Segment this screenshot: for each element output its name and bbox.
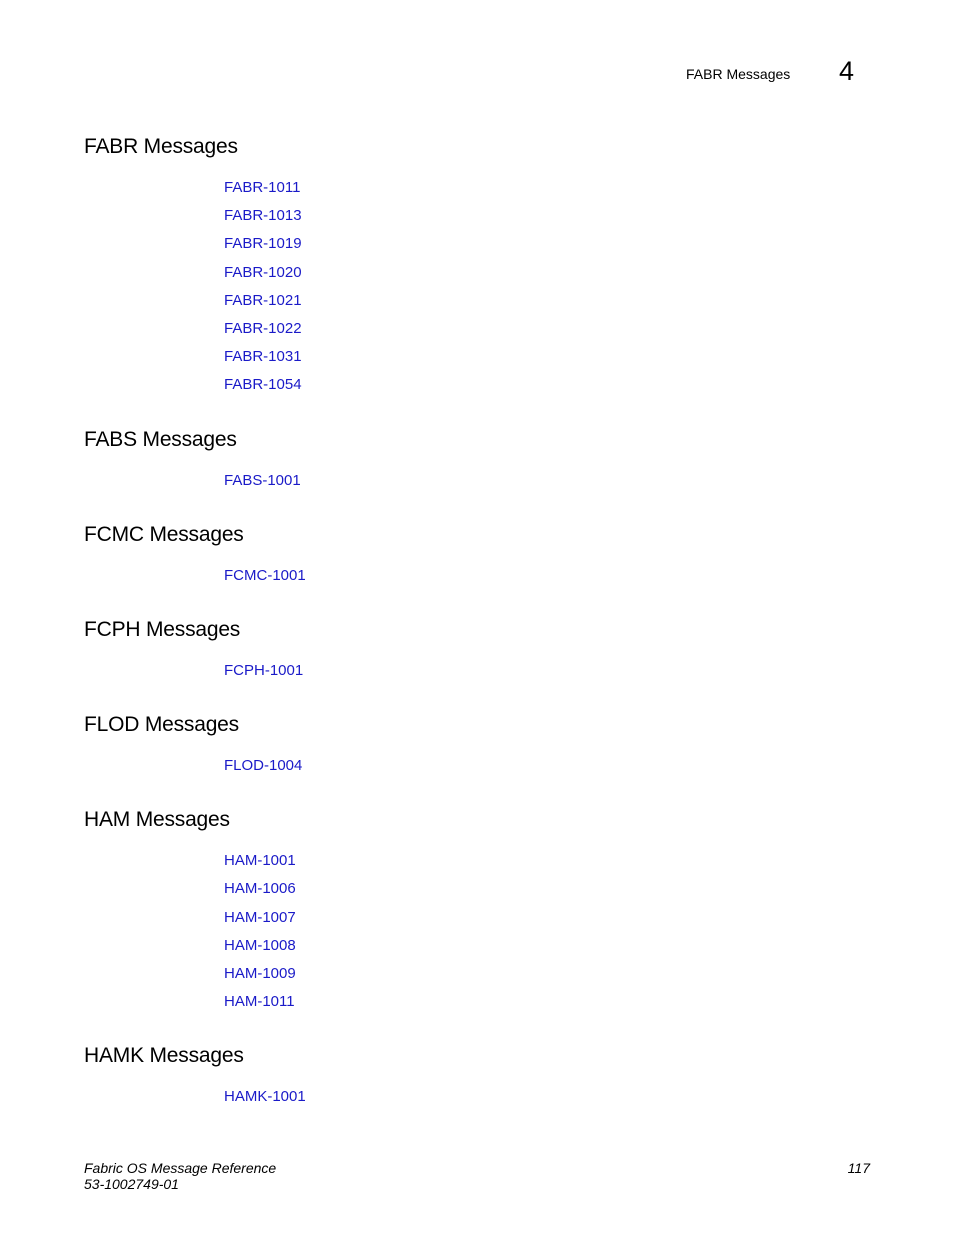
message-link[interactable]: FLOD-1004	[224, 757, 303, 775]
message-link[interactable]: FABR-1031	[224, 348, 302, 366]
message-link[interactable]: HAM-1011	[224, 993, 295, 1011]
message-link[interactable]: HAM-1008	[224, 936, 296, 954]
message-link[interactable]: FCMC-1001	[224, 566, 306, 584]
list-item	[224, 202, 884, 230]
list-item	[224, 315, 884, 343]
section-title: FCMC Messages	[84, 522, 244, 546]
message-link[interactable]: FABR-1013	[224, 207, 302, 225]
section-title: FCPH Messages	[84, 617, 241, 641]
message-link-list	[84, 847, 884, 1016]
chapter-number: 4	[839, 56, 855, 86]
message-section	[84, 521, 884, 590]
message-link[interactable]: FABR-1022	[224, 319, 302, 337]
message-link[interactable]: FABR-1054	[224, 376, 302, 394]
section-title: FABR Messages	[84, 135, 238, 158]
section-title: HAMK Messages	[84, 1044, 244, 1068]
header-section-name: FABR Messages	[686, 66, 791, 82]
message-section	[84, 133, 884, 400]
message-link[interactable]: FABR-1019	[224, 235, 302, 253]
list-item	[224, 847, 884, 875]
list-item	[224, 343, 884, 371]
footer-page-number: 117	[847, 1160, 870, 1176]
footer-doc-title: Fabric OS Message Reference	[84, 1160, 277, 1176]
message-link-list	[84, 1083, 884, 1111]
message-section	[84, 1042, 884, 1111]
message-link[interactable]: FABR-1021	[224, 291, 302, 309]
message-link[interactable]: FABR-1011	[224, 179, 301, 196]
message-index	[84, 133, 884, 1138]
list-item	[224, 960, 884, 988]
list-item	[224, 371, 884, 399]
list-item	[224, 657, 884, 685]
list-item	[224, 1083, 884, 1111]
message-link-list	[84, 752, 884, 780]
message-link[interactable]: HAM-1001	[224, 852, 296, 870]
running-header	[0, 56, 954, 92]
list-item	[224, 562, 884, 590]
message-link-list	[84, 467, 884, 495]
message-link[interactable]: FABS-1001	[224, 471, 301, 489]
footer-doc-number: 53-1002749-01	[84, 1176, 179, 1192]
list-item	[224, 467, 884, 495]
message-section	[84, 426, 884, 495]
message-section	[84, 806, 884, 1016]
message-link[interactable]: FABR-1020	[224, 263, 302, 281]
message-link[interactable]: HAM-1006	[224, 880, 296, 898]
message-link[interactable]: HAM-1007	[224, 908, 296, 926]
message-link-list	[84, 562, 884, 590]
message-link-list	[84, 657, 884, 685]
list-item	[224, 259, 884, 287]
list-item	[224, 932, 884, 960]
message-link[interactable]: HAM-1009	[224, 965, 296, 982]
list-item	[224, 875, 884, 903]
list-item	[224, 752, 884, 780]
list-item	[224, 988, 884, 1016]
page-footer	[84, 1160, 870, 1192]
list-item	[224, 174, 884, 202]
list-item	[224, 230, 884, 258]
message-link-list	[84, 174, 884, 400]
message-section	[84, 616, 884, 685]
section-title: FLOD Messages	[84, 713, 239, 737]
section-title: HAM Messages	[84, 808, 230, 832]
list-item	[224, 287, 884, 315]
message-link[interactable]: FCPH-1001	[224, 661, 304, 679]
section-title: FABS Messages	[84, 427, 237, 451]
list-item	[224, 904, 884, 932]
message-link[interactable]: HAMK-1001	[224, 1088, 306, 1106]
message-section	[84, 711, 884, 780]
